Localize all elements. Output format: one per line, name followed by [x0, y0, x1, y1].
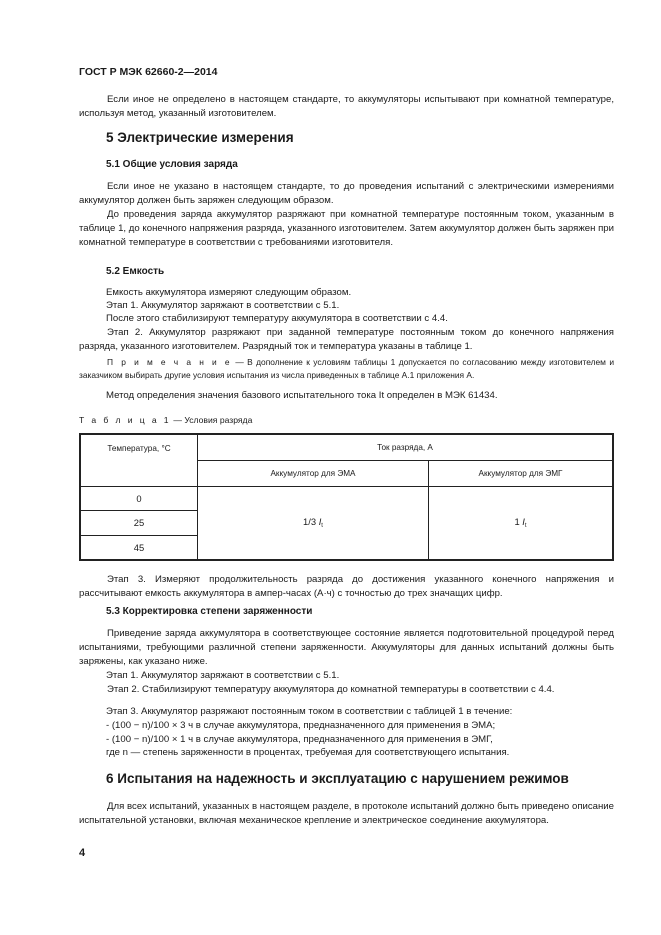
- section-5-1-paragraph-1: Если иное не указано в настоящем стандарте, то до проведения испытаний с электрическими измерениями аккумулятор должен быть заряжен следующим образом.: [79, 181, 614, 206]
- page-header: ГОСТ Р МЭК 62660-2—2014: [79, 66, 218, 78]
- section-6-title: 6 Испытания на надежность и эксплуатацию с нарушением режимов: [106, 771, 569, 786]
- list-item: где n — степень заряженности в процентах, требуемая для соответствующего испытания.: [106, 747, 510, 758]
- section-5-2-paragraph-3: После этого стабилизируют температуру аккумулятора в соответствии с 4.4.: [106, 313, 448, 324]
- note-text: — В дополнение к условиям таблицы 1 допускается по согласованию между изготовителем и заказчиком выбирать другие условия испытания из числа приведенных в таблице А.1 приложения А.: [79, 357, 615, 380]
- table-caption-text: — Условия разряда: [170, 415, 253, 425]
- table-cell-temp-45: 45: [80, 535, 198, 560]
- table-cell-emg-current: 1 $I_t$: [429, 486, 614, 560]
- section-5-1-paragraph-2: До проведения заряда аккумулятор разряжают при комнатной температуре постоянным током, указанным в таблице 1, до конечного напряжения разряда, указанного изготовителем. Затем аккумулятор должен быть заряжен при комнатной температуре в соответствии с требованиями изготовителя.: [79, 209, 614, 248]
- table-header-current: Ток разряда, А: [198, 434, 614, 460]
- intro-paragraph: Если иное не определено в настоящем стандарте, то аккумуляторы испытывают при комнатной температуре, используя метод, указанный изготовителем.: [79, 94, 614, 119]
- note-block: [79, 356, 614, 381]
- section-5-3-paragraph-4: Этап 3. Аккумулятор разряжают постоянным током в соответствии с таблицей 1 в течение:: [106, 706, 513, 717]
- section-5-3-paragraph-1: Приведение заряда аккумулятора в соответствующее состояние является подготовительной процедурой перед испытаниями, требующими различной степени заряженности. Аккумуляторы для данных испытаний должны быть заряжены, как указано ниже.: [79, 628, 614, 667]
- table-caption-label: Т а б л и ц а 1: [79, 415, 171, 425]
- table-header-ema: Аккумулятор для ЭМА: [198, 460, 429, 486]
- section-5-3-title: 5.3 Корректировка степени заряженности: [106, 606, 313, 617]
- section-5-3-paragraph-3: Этап 2. Стабилизируют температуру аккумулятора до комнатной температуры в соответствии с 4.4.: [107, 684, 555, 695]
- discharge-conditions-table: [79, 433, 614, 561]
- table-header-emg: Аккумулятор для ЭМГ: [429, 460, 614, 486]
- section-5-2-paragraph-5: Метод определения значения базового испытательного тока It определен в МЭК 61434.: [106, 390, 498, 401]
- table-cell-temp-0: 0: [80, 486, 198, 510]
- table-cell-temp-25: 25: [80, 510, 198, 535]
- section-5-2-paragraph-6: Этап 3. Измеряют продолжительность разряда до достижения указанного конечного напряжения и рассчитывают емкость аккумулятора в ампер-часах (А·ч) с точностью до трех значащих цифр.: [79, 574, 614, 599]
- section-5-2-paragraph-2: Этап 1. Аккумулятор заряжают в соответствии с 5.1.: [106, 300, 340, 311]
- section-5-title: 5 Электрические измерения: [106, 130, 294, 145]
- section-5-2-paragraph-4: Этап 2. Аккумулятор разряжают при заданной температуре постоянным током до конечного напряжения разряда, указанного изготовителем. Разрядный ток и температура указаны в таблице 1.: [79, 327, 614, 352]
- table-cell-ema-current: 1/3 $I_t$: [198, 486, 429, 560]
- section-5-1-title: 5.1 Общие условия заряда: [106, 159, 238, 170]
- page-number: 4: [79, 847, 86, 859]
- table-caption: [79, 415, 252, 425]
- table-header-temperature: Температура, °С: [80, 434, 198, 486]
- section-5-3-paragraph-2: Этап 1. Аккумулятор заряжают в соответствии с 5.1.: [106, 670, 340, 681]
- note-label: П р и м е ч а н и е: [107, 357, 232, 367]
- list-item: - (100 − n)/100 × 1 ч в случае аккумулятора, предназначенного для применения в ЭМГ,: [106, 734, 493, 745]
- section-5-2-title: 5.2 Емкость: [106, 266, 165, 277]
- section-6-paragraph-1: Для всех испытаний, указанных в настоящем разделе, в протоколе испытаний должно быть приведено описание испытательной установки, включая механическое крепление и электрическое соединение аккумулятора.: [79, 801, 614, 826]
- list-item: - (100 − n)/100 × 3 ч в случае аккумулятора, предназначенного для применения в ЭМА;: [106, 720, 496, 731]
- section-5-2-paragraph-1: Емкость аккумулятора измеряют следующим образом.: [106, 287, 352, 298]
